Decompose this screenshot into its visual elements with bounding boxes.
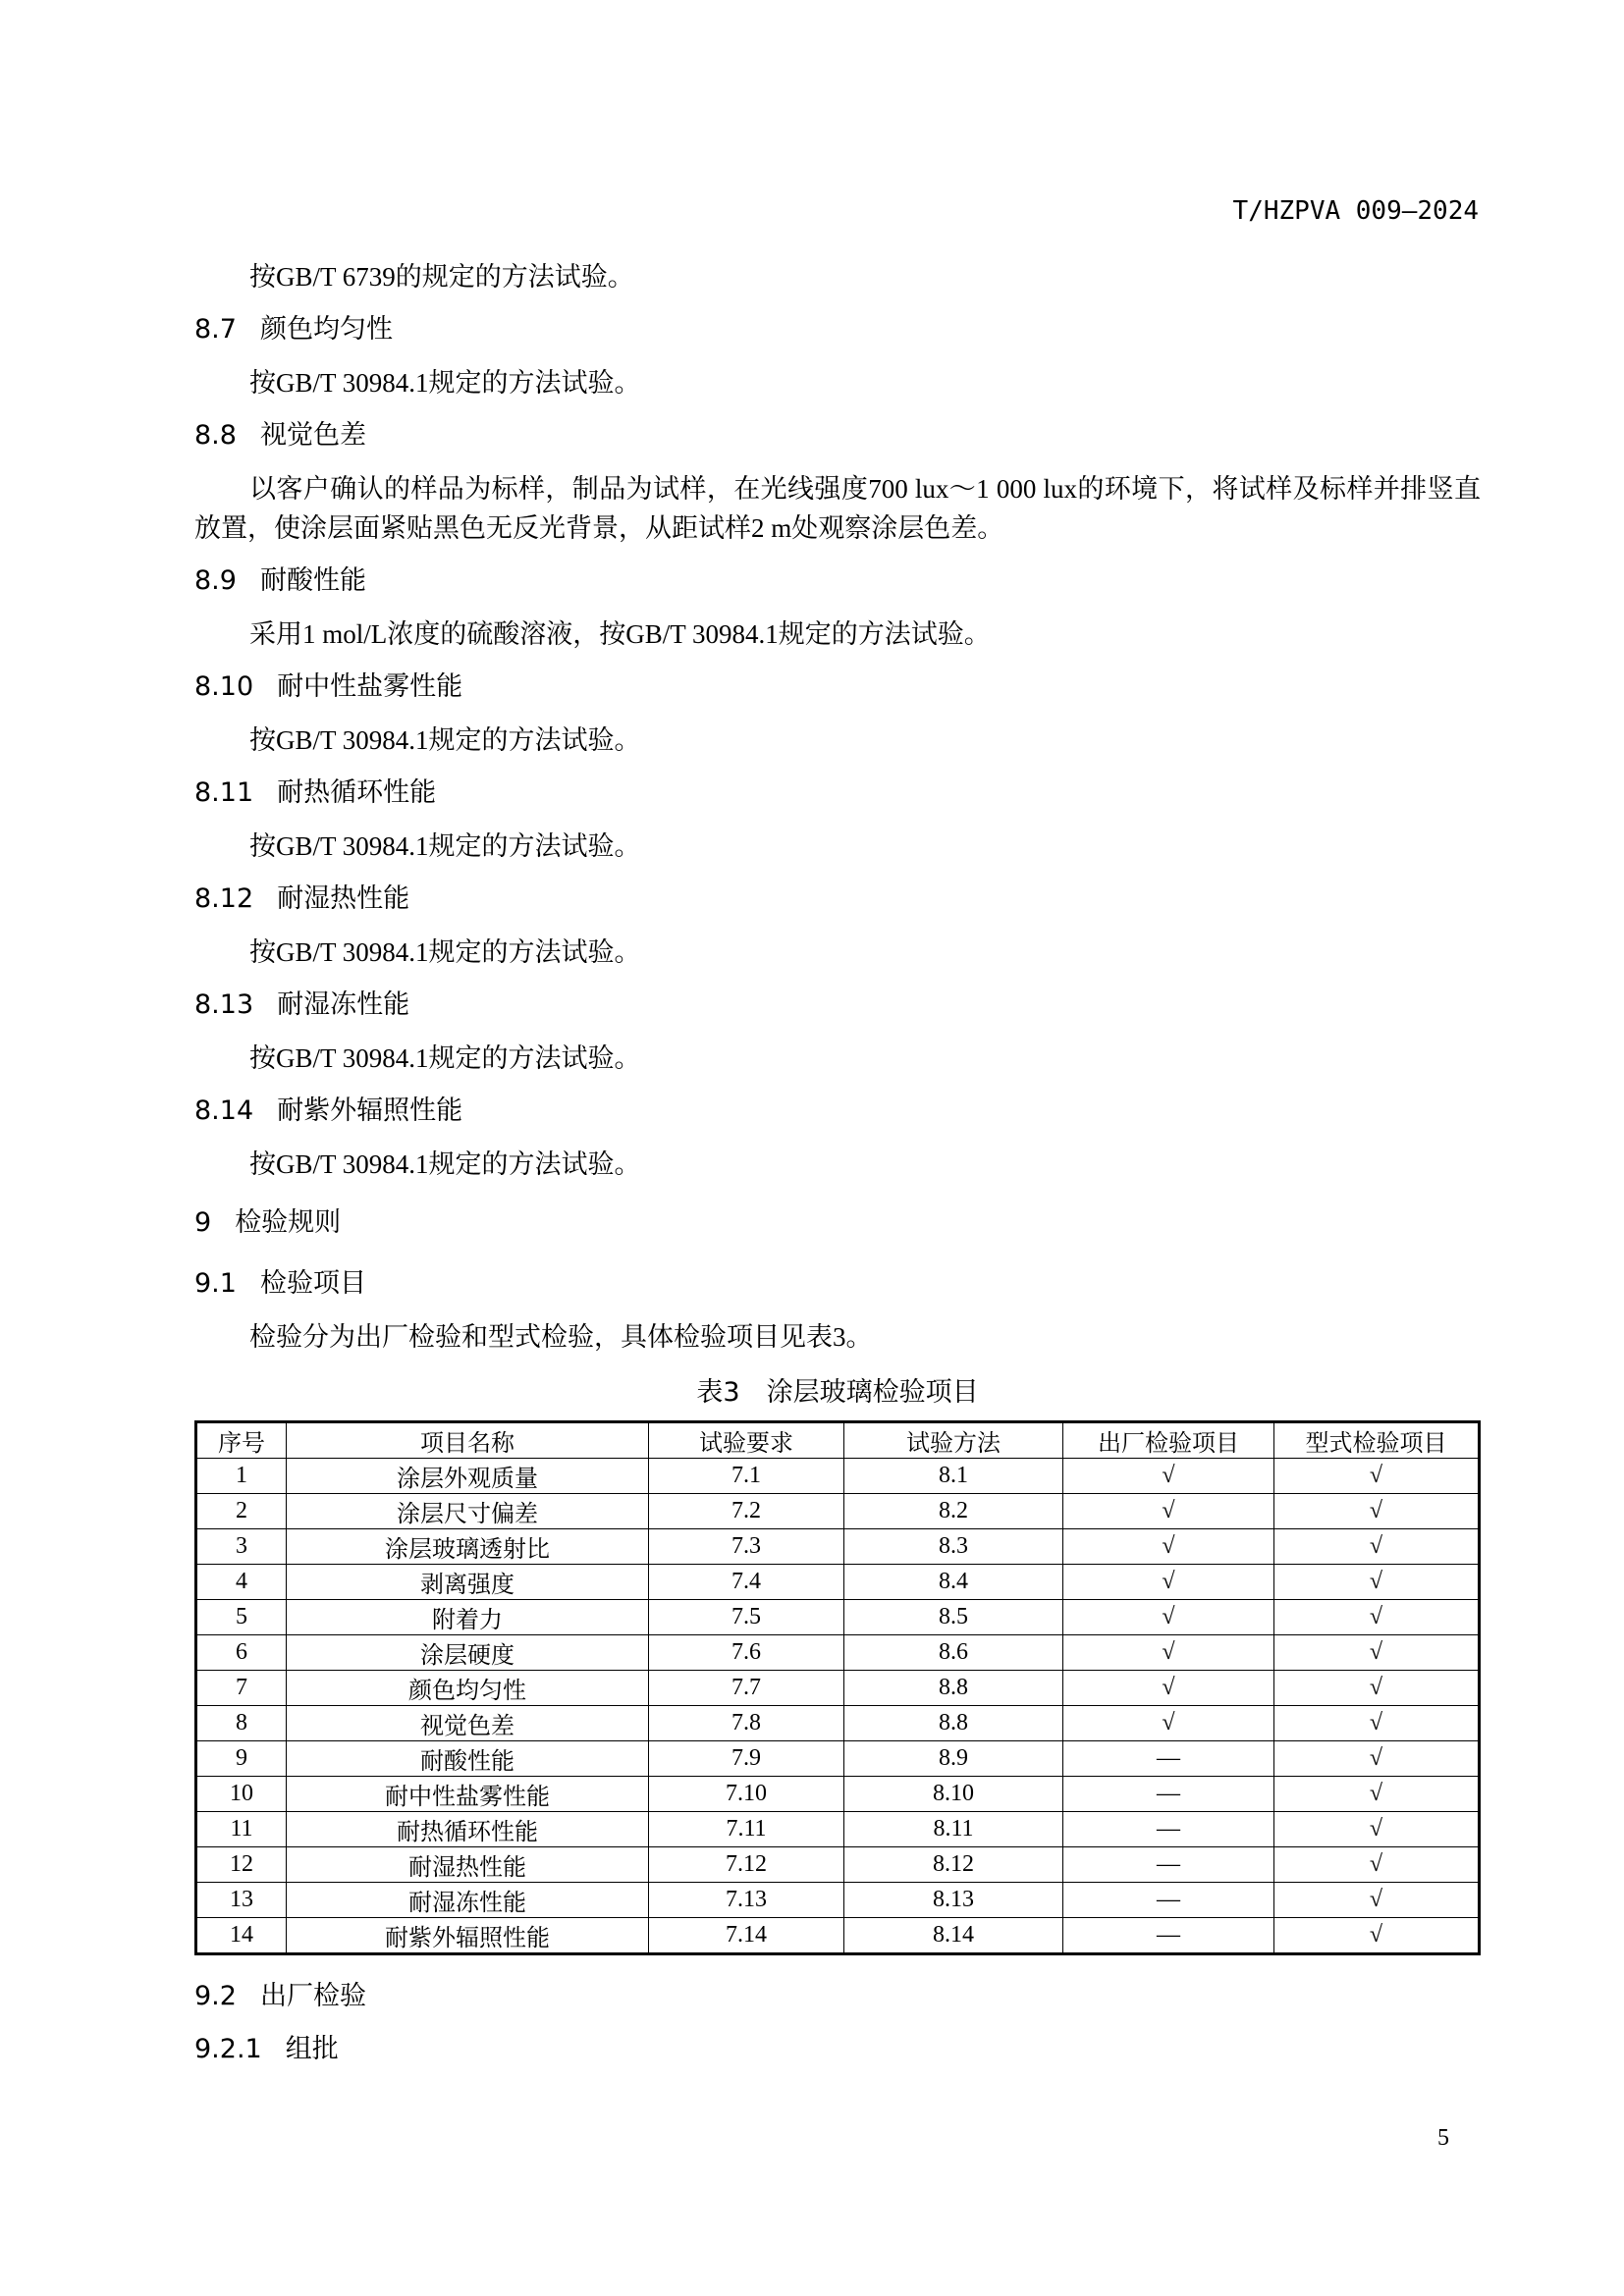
table-cell: √ — [1063, 1494, 1274, 1529]
column-header: 型式检验项目 — [1274, 1422, 1480, 1459]
table-cell: 颜色均匀性 — [287, 1671, 649, 1706]
table-row — [196, 1600, 1480, 1635]
section-title: 视觉色差 — [259, 420, 366, 451]
table-row — [196, 1883, 1480, 1918]
table-cell: 涂层外观质量 — [287, 1459, 649, 1494]
section-title: 耐湿热性能 — [277, 883, 410, 914]
paragraph: 按GB/T 30984.1规定的方法试验。 — [249, 1149, 641, 1179]
table-cell: 8.8 — [844, 1671, 1063, 1706]
column-header: 项目名称 — [287, 1422, 649, 1459]
table-cell: 耐中性盐雾性能 — [287, 1777, 649, 1812]
document-body — [194, 257, 1481, 2083]
table-cell: 8 — [196, 1706, 287, 1741]
section-heading-9 — [194, 1203, 1481, 1243]
paragraph: 按GB/T 30984.1规定的方法试验。 — [249, 937, 641, 967]
table-cell: √ — [1274, 1529, 1480, 1565]
table-cell: 11 — [196, 1812, 287, 1847]
table-row — [196, 1741, 1480, 1777]
section-number: 8.11 — [194, 777, 254, 808]
section-heading-8-7 — [194, 310, 1481, 349]
table-cell: 涂层玻璃透射比 — [287, 1529, 649, 1565]
section-title: 颜色均匀性 — [259, 314, 393, 345]
table-cell: 4 — [196, 1565, 287, 1600]
paragraph: 按GB/T 30984.1规定的方法试验。 — [249, 831, 641, 861]
table-cell: 涂层硬度 — [287, 1635, 649, 1671]
table-cell: 5 — [196, 1600, 287, 1635]
table-cell: 6 — [196, 1635, 287, 1671]
table-cell: 耐紫外辐照性能 — [287, 1918, 649, 1954]
section-heading-8-12 — [194, 880, 1481, 919]
table-cell: 8.6 — [844, 1635, 1063, 1671]
table-cell: — — [1063, 1777, 1274, 1812]
table-cell: √ — [1274, 1847, 1480, 1883]
table-cell: √ — [1274, 1777, 1480, 1812]
table-cell: 9 — [196, 1741, 287, 1777]
section-title: 检验规则 — [235, 1207, 342, 1238]
section-title: 耐湿冻性能 — [277, 989, 410, 1020]
table-cell: √ — [1274, 1883, 1480, 1918]
section-number: 8.9 — [194, 565, 237, 596]
paragraph: 按GB/T 30984.1规定的方法试验。 — [249, 1043, 641, 1073]
section-number: 9.2.1 — [194, 2034, 262, 2064]
section-number: 8.7 — [194, 314, 237, 345]
table-cell: 8.9 — [844, 1741, 1063, 1777]
table-cell: √ — [1274, 1600, 1480, 1635]
inspection-items-table — [194, 1420, 1481, 1955]
table-cell: √ — [1063, 1671, 1274, 1706]
table-row — [196, 1494, 1480, 1529]
table-cell: √ — [1274, 1494, 1480, 1529]
table-cell: 8.4 — [844, 1565, 1063, 1600]
table-row — [196, 1777, 1480, 1812]
paragraph: 按GB/T 30984.1规定的方法试验。 — [249, 725, 641, 755]
table-cell: √ — [1274, 1812, 1480, 1847]
section-heading-8-14 — [194, 1092, 1481, 1131]
paragraph: 以客户确认的样品为标样，制品为试样，在光线强度700 lux～1 000 lux的环境下，将试样及标样并排竖直放置，使涂层面紧贴黑色无反光背景，从距试样2 m处观察涂层色差。 — [194, 474, 1481, 543]
table-body — [196, 1459, 1480, 1954]
table-cell: 7.1 — [649, 1459, 844, 1494]
section-title: 组批 — [285, 2034, 339, 2064]
section-number: 8.10 — [194, 671, 254, 702]
section-title: 耐酸性能 — [259, 565, 366, 596]
table-cell: √ — [1063, 1565, 1274, 1600]
page-number: 5 — [1437, 2125, 1449, 2151]
table-cell: — — [1063, 1812, 1274, 1847]
section-number: 8.13 — [194, 989, 254, 1020]
table-cell: 7.13 — [649, 1883, 844, 1918]
table-cell: √ — [1274, 1741, 1480, 1777]
section-heading-9-2 — [194, 1977, 1481, 2016]
table-cell: 7.10 — [649, 1777, 844, 1812]
table-cell: 7.12 — [649, 1847, 844, 1883]
table-row — [196, 1812, 1480, 1847]
table-cell: 8.12 — [844, 1847, 1063, 1883]
table-cell: 附着力 — [287, 1600, 649, 1635]
table-cell: √ — [1063, 1635, 1274, 1671]
table-cell: 8.13 — [844, 1883, 1063, 1918]
section-heading-9-1 — [194, 1264, 1481, 1304]
table-cell: — — [1063, 1741, 1274, 1777]
table-cell: √ — [1063, 1459, 1274, 1494]
paragraph: 按GB/T 6739的规定的方法试验。 — [249, 262, 634, 292]
table-row — [196, 1529, 1480, 1565]
table-cell: 10 — [196, 1777, 287, 1812]
column-header: 序号 — [196, 1422, 287, 1459]
section-title: 耐热循环性能 — [277, 777, 437, 808]
column-header: 试验方法 — [844, 1422, 1063, 1459]
table-cell: 8.10 — [844, 1777, 1063, 1812]
table-row — [196, 1918, 1480, 1954]
section-number: 9.1 — [194, 1268, 237, 1299]
table-cell: 7.14 — [649, 1918, 844, 1954]
table-row — [196, 1671, 1480, 1706]
table-cell: √ — [1274, 1565, 1480, 1600]
table-cell: √ — [1063, 1706, 1274, 1741]
table-caption: 表3 涂层玻璃检验项目 — [696, 1377, 979, 1408]
table-cell: 涂层尺寸偏差 — [287, 1494, 649, 1529]
table-cell: 7.5 — [649, 1600, 844, 1635]
section-heading-9-2-1 — [194, 2030, 1481, 2069]
table-row — [196, 1565, 1480, 1600]
table-header-row — [196, 1422, 1480, 1459]
table-row — [196, 1847, 1480, 1883]
table-cell: 8.2 — [844, 1494, 1063, 1529]
table-cell: 8.14 — [844, 1918, 1063, 1954]
table-cell: √ — [1063, 1600, 1274, 1635]
table-cell: 7.7 — [649, 1671, 844, 1706]
section-number: 8.8 — [194, 420, 237, 451]
section-title: 耐紫外辐照性能 — [277, 1095, 463, 1126]
table-cell: 12 — [196, 1847, 287, 1883]
table-cell: 14 — [196, 1918, 287, 1954]
table-cell: √ — [1274, 1918, 1480, 1954]
table-cell: 7 — [196, 1671, 287, 1706]
section-heading-8-13 — [194, 986, 1481, 1025]
table-cell: 耐热循环性能 — [287, 1812, 649, 1847]
table-cell: 耐酸性能 — [287, 1741, 649, 1777]
table-cell: 8.11 — [844, 1812, 1063, 1847]
table-row — [196, 1459, 1480, 1494]
section-number: 8.14 — [194, 1095, 254, 1126]
table-cell: √ — [1274, 1671, 1480, 1706]
table-cell: 剥离强度 — [287, 1565, 649, 1600]
table-cell: — — [1063, 1918, 1274, 1954]
section-number: 9.2 — [194, 1981, 237, 2011]
standard-code: T/HZPVA 009—2024 — [1232, 196, 1479, 226]
section-title: 检验项目 — [259, 1268, 366, 1299]
table-cell: 视觉色差 — [287, 1706, 649, 1741]
paragraph: 按GB/T 30984.1规定的方法试验。 — [249, 368, 641, 398]
section-heading-8-8 — [194, 416, 1481, 455]
paragraph: 采用1 mol/L浓度的硫酸溶液，按GB/T 30984.1规定的方法试验。 — [249, 619, 991, 649]
table-cell: √ — [1274, 1459, 1480, 1494]
table-cell: 8.5 — [844, 1600, 1063, 1635]
table-cell: 2 — [196, 1494, 287, 1529]
table-cell: 13 — [196, 1883, 287, 1918]
table-cell: 7.4 — [649, 1565, 844, 1600]
table-cell: — — [1063, 1847, 1274, 1883]
table-cell: 耐湿热性能 — [287, 1847, 649, 1883]
table-cell: 7.11 — [649, 1812, 844, 1847]
table-cell: 耐湿冻性能 — [287, 1883, 649, 1918]
section-heading-8-10 — [194, 667, 1481, 707]
table-cell: 8.8 — [844, 1706, 1063, 1741]
table-cell: 7.9 — [649, 1741, 844, 1777]
table-cell: 3 — [196, 1529, 287, 1565]
table-cell: 1 — [196, 1459, 287, 1494]
column-header: 试验要求 — [649, 1422, 844, 1459]
section-title: 耐中性盐雾性能 — [277, 671, 463, 702]
section-heading-8-9 — [194, 561, 1481, 601]
section-number: 9 — [194, 1207, 212, 1238]
section-title: 出厂检验 — [259, 1981, 366, 2011]
table-row — [196, 1706, 1480, 1741]
table-cell: √ — [1274, 1706, 1480, 1741]
table-cell: — — [1063, 1883, 1274, 1918]
table-cell: 7.8 — [649, 1706, 844, 1741]
table-cell: 8.3 — [844, 1529, 1063, 1565]
table-cell: √ — [1274, 1635, 1480, 1671]
table-cell: 7.2 — [649, 1494, 844, 1529]
paragraph: 检验分为出厂检验和型式检验，具体检验项目见表3。 — [249, 1322, 873, 1352]
table-cell: 7.6 — [649, 1635, 844, 1671]
table-cell: √ — [1063, 1529, 1274, 1565]
table-row — [196, 1635, 1480, 1671]
table-cell: 8.1 — [844, 1459, 1063, 1494]
column-header: 出厂检验项目 — [1063, 1422, 1274, 1459]
section-heading-8-11 — [194, 774, 1481, 813]
section-number: 8.12 — [194, 883, 254, 914]
table-cell: 7.3 — [649, 1529, 844, 1565]
